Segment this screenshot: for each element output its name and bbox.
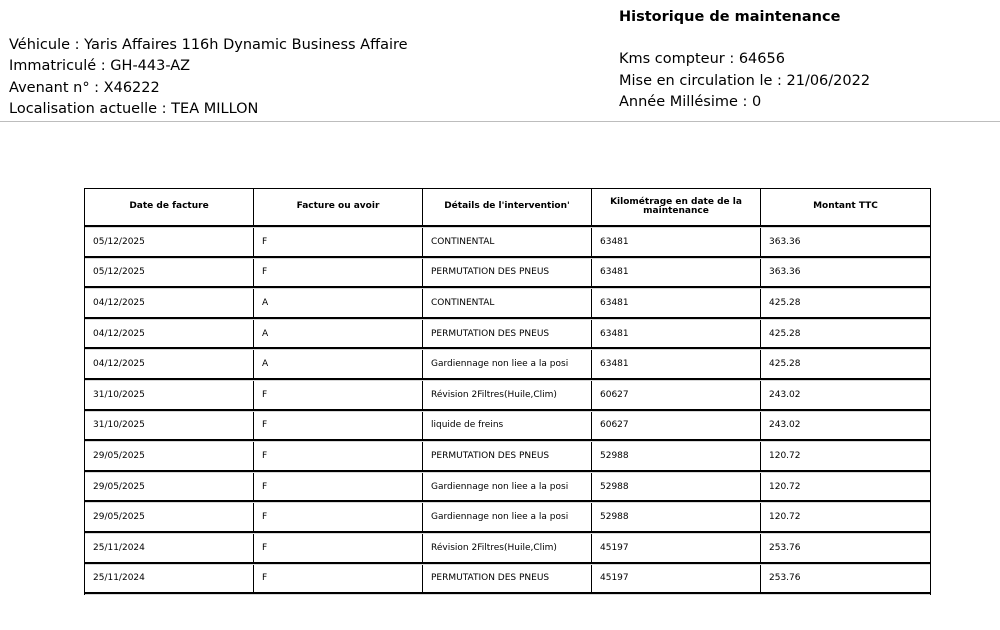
intervention-details-cell: liquide de freins bbox=[423, 412, 592, 440]
column-header-invoice-or-credit: Facture ou avoir bbox=[254, 189, 423, 225]
amount-cell: 253.76 bbox=[769, 542, 801, 553]
intervention-details-cell: CONTINENTAL bbox=[423, 289, 592, 317]
table-row bbox=[85, 503, 930, 532]
intervention-details-cell: CONTINENTAL bbox=[423, 228, 592, 256]
mileage-cell: 52988 bbox=[592, 473, 761, 501]
invoice-date-cell: 29/05/2025 bbox=[85, 442, 254, 470]
mileage-cell: 63481 bbox=[592, 350, 761, 378]
mileage-cell: 63481 bbox=[592, 289, 761, 317]
invoice-type-cell: F bbox=[254, 381, 423, 409]
column-header-invoice-date: Date de facture bbox=[85, 189, 254, 225]
mileage-cell: 52988 bbox=[592, 503, 761, 531]
table-header-row bbox=[85, 189, 930, 226]
vehicle-info bbox=[9, 35, 408, 120]
invoice-date-cell: 31/10/2025 bbox=[85, 412, 254, 440]
invoice-date-cell: 25/11/2024 bbox=[85, 565, 254, 593]
mileage-cell: 52988 bbox=[592, 442, 761, 470]
first-registration-date: Mise en circulation le : 21/06/2022 bbox=[619, 72, 871, 89]
vehicle-model: Véhicule : Yaris Affaires 116h Dynamic Business Affaire bbox=[9, 37, 408, 53]
table-row bbox=[85, 381, 930, 410]
amount-cell: 363.36 bbox=[769, 236, 801, 247]
mileage-cell: 63481 bbox=[592, 259, 761, 287]
model-year: Année Millésime : 0 bbox=[619, 93, 762, 110]
table-row bbox=[85, 350, 930, 379]
column-header-amount: Montant TTC bbox=[813, 201, 878, 212]
invoice-date-cell: 05/12/2025 bbox=[85, 259, 254, 287]
invoice-type-cell: F bbox=[254, 534, 423, 562]
maintenance-table bbox=[84, 188, 931, 595]
invoice-type-cell: F bbox=[254, 412, 423, 440]
invoice-type-cell: F bbox=[254, 503, 423, 531]
invoice-date-cell: 29/05/2025 bbox=[85, 473, 254, 501]
intervention-details-cell: Révision 2Filtres(Huile,Clim) bbox=[423, 534, 592, 562]
invoice-date-cell: 04/12/2025 bbox=[85, 289, 254, 317]
mileage-cell: 45197 bbox=[592, 565, 761, 593]
amount-cell: 425.28 bbox=[769, 297, 801, 308]
amount-cell: 243.02 bbox=[769, 420, 801, 431]
mileage-cell: 63481 bbox=[592, 228, 761, 256]
amount-cell: 425.28 bbox=[769, 359, 801, 370]
table-row bbox=[85, 228, 930, 257]
vehicle-registration: Immatriculé : GH-443-AZ bbox=[9, 58, 191, 75]
invoice-type-cell: A bbox=[254, 289, 423, 317]
invoice-type-cell: A bbox=[254, 320, 423, 348]
intervention-details-cell: PERMUTATION DES PNEUS bbox=[423, 442, 592, 470]
amount-cell: 120.72 bbox=[769, 512, 801, 523]
amount-cell: 243.02 bbox=[769, 389, 801, 400]
intervention-details-cell: PERMUTATION DES PNEUS bbox=[423, 320, 592, 348]
table-row bbox=[85, 534, 930, 563]
invoice-type-cell: A bbox=[254, 350, 423, 378]
intervention-details-cell: Gardiennage non liee a la posi bbox=[423, 350, 592, 378]
invoice-date-cell: 04/12/2025 bbox=[85, 350, 254, 378]
table-row bbox=[85, 473, 930, 502]
mileage-cell: 63481 bbox=[592, 320, 761, 348]
intervention-details-cell: Gardiennage non liee a la posi bbox=[423, 473, 592, 501]
amount-cell: 363.36 bbox=[769, 267, 801, 278]
invoice-type-cell: F bbox=[254, 259, 423, 287]
invoice-date-cell: 29/05/2025 bbox=[85, 503, 254, 531]
amount-cell: 253.76 bbox=[769, 573, 801, 584]
intervention-details-cell: Révision 2Filtres(Huile,Clim) bbox=[423, 381, 592, 409]
invoice-type-cell: F bbox=[254, 565, 423, 593]
table-row bbox=[85, 412, 930, 441]
vehicle-amendment-number: Avenant n° : X46222 bbox=[9, 79, 160, 96]
mileage-cell: 45197 bbox=[592, 534, 761, 562]
invoice-date-cell: 04/12/2025 bbox=[85, 320, 254, 348]
amount-cell: 120.72 bbox=[769, 450, 801, 461]
intervention-details-cell: Gardiennage non liee a la posi bbox=[423, 503, 592, 531]
column-header-mileage: Kilométrage en date de la maintenance bbox=[592, 189, 761, 225]
odometer-reading: Kms compteur : 64656 bbox=[619, 51, 785, 68]
invoice-type-cell: F bbox=[254, 473, 423, 501]
header-divider bbox=[0, 121, 1000, 122]
table-row bbox=[85, 259, 930, 288]
mileage-cell: 60627 bbox=[592, 412, 761, 440]
maintenance-summary bbox=[619, 7, 870, 113]
table-row bbox=[85, 289, 930, 318]
table-row bbox=[85, 442, 930, 471]
invoice-date-cell: 31/10/2025 bbox=[85, 381, 254, 409]
vehicle-location: Localisation actuelle : TEA MILLON bbox=[9, 100, 259, 117]
mileage-cell: 60627 bbox=[592, 381, 761, 409]
invoice-date-cell: 25/11/2024 bbox=[85, 534, 254, 562]
page-title: Historique de maintenance bbox=[619, 9, 841, 25]
table-row bbox=[85, 320, 930, 349]
invoice-date-cell: 05/12/2025 bbox=[85, 228, 254, 256]
intervention-details-cell: PERMUTATION DES PNEUS bbox=[423, 259, 592, 287]
amount-cell: 425.28 bbox=[769, 328, 801, 339]
table-row bbox=[85, 565, 930, 594]
invoice-type-cell: F bbox=[254, 228, 423, 256]
amount-cell: 120.72 bbox=[769, 481, 801, 492]
invoice-type-cell: F bbox=[254, 442, 423, 470]
intervention-details-cell: PERMUTATION DES PNEUS bbox=[423, 565, 592, 593]
column-header-intervention-details: Détails de l'intervention' bbox=[423, 189, 592, 225]
